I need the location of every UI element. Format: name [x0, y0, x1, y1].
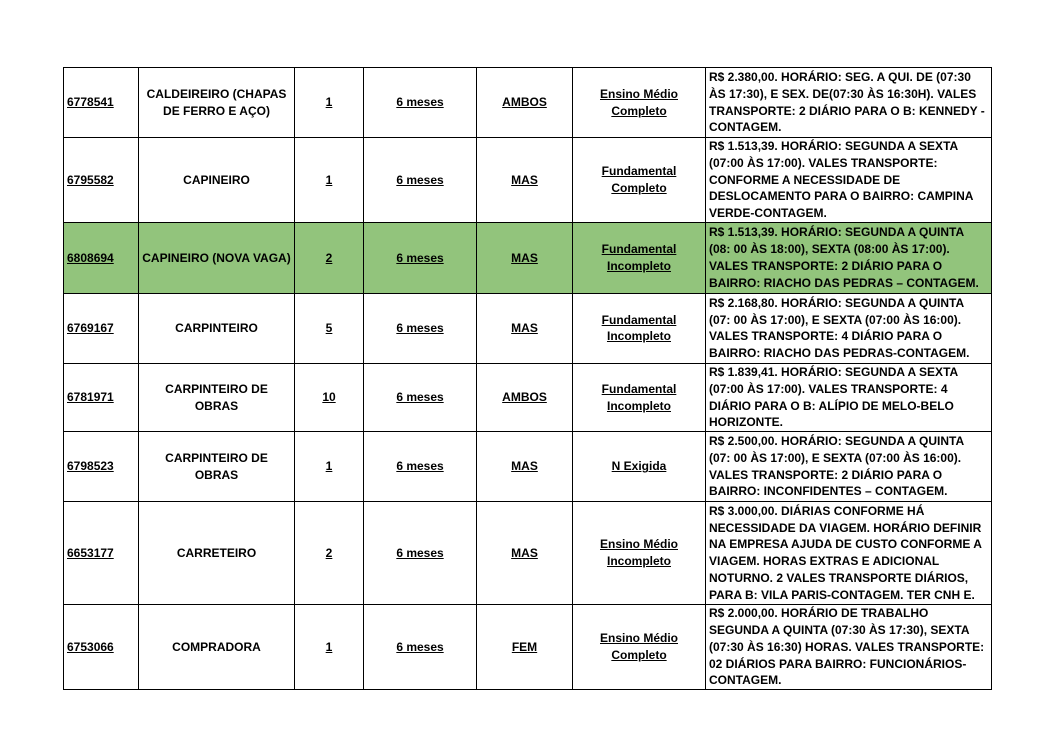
- job-title: CARPINTEIRO: [139, 293, 295, 363]
- gender-requirement: MAS: [477, 502, 573, 605]
- job-vacancy-table: [63, 67, 992, 690]
- vacancy-code: 6753066: [64, 605, 139, 690]
- job-title: COMPRADORA: [139, 605, 295, 690]
- table-row: [64, 68, 992, 138]
- vacancy-quantity: 1: [295, 605, 364, 690]
- job-title: CAPINEIRO (NOVA VAGA): [139, 222, 295, 293]
- gender-requirement: MAS: [477, 293, 573, 363]
- experience-period: 6 meses: [364, 68, 477, 138]
- job-title: CARPINTEIRO DE OBRAS: [139, 432, 295, 502]
- vacancy-quantity: 1: [295, 432, 364, 502]
- table-row-highlighted: [64, 222, 992, 293]
- vacancy-quantity: 10: [295, 363, 364, 431]
- experience-period: 6 meses: [364, 502, 477, 605]
- job-description: R$ 2.380,00. HORÁRIO: SEG. A QUI. DE (07:30 ÀS 17:30), E SEX. DE(07:30 ÀS 16:30H). VALES TRANSPORTE: 2 DIÁRIO PARA O B: KENNEDY - CONTAGEM.: [706, 68, 992, 138]
- education-requirement: Ensino Médio Completo: [573, 68, 706, 138]
- vacancy-quantity: 1: [295, 138, 364, 223]
- job-title: CARRETEIRO: [139, 502, 295, 605]
- vacancy-code: 6795582: [64, 138, 139, 223]
- vacancy-code: 6798523: [64, 432, 139, 502]
- job-title: CAPINEIRO: [139, 138, 295, 223]
- education-requirement: Ensino Médio Incompleto: [573, 502, 706, 605]
- experience-period: 6 meses: [364, 138, 477, 223]
- vacancy-quantity: 2: [295, 222, 364, 293]
- education-requirement: Ensino Médio Completo: [573, 605, 706, 690]
- vacancy-quantity: 1: [295, 68, 364, 138]
- vacancy-code: 6781971: [64, 363, 139, 431]
- experience-period: 6 meses: [364, 605, 477, 690]
- experience-period: 6 meses: [364, 293, 477, 363]
- table-row: [64, 363, 992, 431]
- job-description: R$ 3.000,00. DIÁRIAS CONFORME HÁ NECESSIDADE DA VIAGEM. HORÁRIO DEFINIR NA EMPRESA AJUDA DE CUSTO CONFORME A VIAGEM. HORAS EXTRAS E ADICIONAL NOTURNO. 2 VALES TRANSPORTE DIÁRIOS, PARA B: VILA PARIS-CONTAGEM. TER CNH E.: [706, 502, 992, 605]
- vacancy-code: 6769167: [64, 293, 139, 363]
- gender-requirement: FEM: [477, 605, 573, 690]
- job-title: CARPINTEIRO DE OBRAS: [139, 363, 295, 431]
- table-row: [64, 605, 992, 690]
- gender-requirement: AMBOS: [477, 68, 573, 138]
- education-requirement: Fundamental Incompleto: [573, 363, 706, 431]
- table-row: [64, 502, 992, 605]
- experience-period: 6 meses: [364, 432, 477, 502]
- gender-requirement: MAS: [477, 222, 573, 293]
- gender-requirement: MAS: [477, 138, 573, 223]
- education-requirement: Fundamental Incompleto: [573, 222, 706, 293]
- vacancy-code: 6653177: [64, 502, 139, 605]
- job-description: R$ 1.513,39. HORÁRIO: SEGUNDA A SEXTA (07:00 ÀS 17:00). VALES TRANSPORTE: CONFORME A NECESSIDADE DE DESLOCAMENTO PARA O BAIRRO: CAMPINA VERDE-CONTAGEM.: [706, 138, 992, 223]
- gender-requirement: MAS: [477, 432, 573, 502]
- table-row: [64, 432, 992, 502]
- gender-requirement: AMBOS: [477, 363, 573, 431]
- education-requirement: N Exigida: [573, 432, 706, 502]
- job-description: R$ 2.168,80. HORÁRIO: SEGUNDA A QUINTA (07: 00 ÀS 17:00), E SEXTA (07:00 ÀS 16:00). VALES TRANSPORTE: 4 DIÁRIO PARA O BAIRRO: RIACHO DAS PEDRAS-CONTAGEM.: [706, 293, 992, 363]
- vacancy-quantity: 2: [295, 502, 364, 605]
- education-requirement: Fundamental Completo: [573, 138, 706, 223]
- job-description: R$ 2.500,00. HORÁRIO: SEGUNDA A QUINTA (07: 00 ÀS 17:00), E SEXTA (07:00 ÀS 16:00). VALES TRANSPORTE: 2 DIÁRIO PARA O BAIRRO: INCONFIDENTES – CONTAGEM.: [706, 432, 992, 502]
- table-row: [64, 293, 992, 363]
- vacancy-code: 6808694: [64, 222, 139, 293]
- experience-period: 6 meses: [364, 363, 477, 431]
- job-description: R$ 2.000,00. HORÁRIO DE TRABALHO SEGUNDA A QUINTA (07:30 ÀS 17:30), SEXTA (07:30 ÀS 16:30) HORAS. VALES TRANSPORTE: 02 DIÁRIOS PARA BAIRRO: FUNCIONÁRIOS- CONTAGEM.: [706, 605, 992, 690]
- job-title: CALDEIREIRO (CHAPAS DE FERRO E AÇO): [139, 68, 295, 138]
- vacancy-code: 6778541: [64, 68, 139, 138]
- table-row: [64, 138, 992, 223]
- vacancy-quantity: 5: [295, 293, 364, 363]
- job-description: R$ 1.513,39. HORÁRIO: SEGUNDA A QUINTA (08: 00 ÀS 18:00), SEXTA (08:00 ÀS 17:00). VALES TRANSPORTE: 2 DIÁRIO PARA O BAIRRO: RIACHO DAS PEDRAS – CONTAGEM.: [706, 222, 992, 293]
- job-description: R$ 1.839,41. HORÁRIO: SEGUNDA A SEXTA (07:00 ÀS 17:00). VALES TRANSPORTE: 4 DIÁRIO PARA O B: ALÍPIO DE MELO-BELO HORIZONTE.: [706, 363, 992, 431]
- experience-period: 6 meses: [364, 222, 477, 293]
- education-requirement: Fundamental Incompleto: [573, 293, 706, 363]
